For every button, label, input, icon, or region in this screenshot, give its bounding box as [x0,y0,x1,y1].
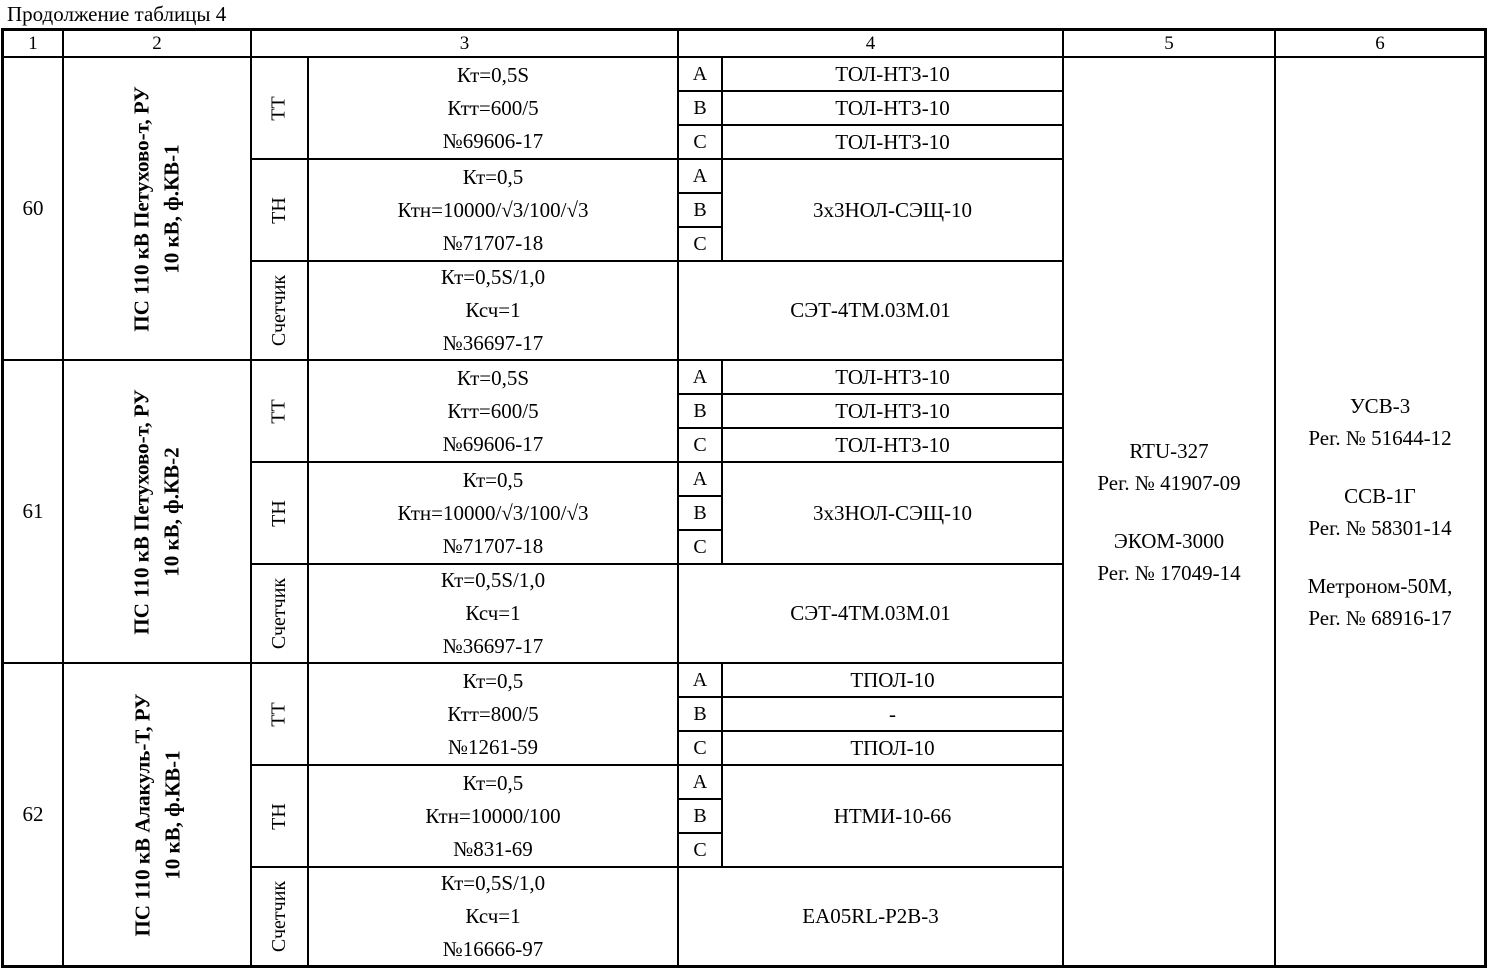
table [1,28,1487,968]
header-cell-5: 5 [1064,31,1274,56]
tt-label-cell: ТТ [252,664,307,764]
row-number: 62 [4,664,62,965]
param-line: №71707-18 [442,230,544,255]
param-line: №71707-18 [442,533,544,558]
phase-cell: А [679,766,721,798]
tn-label-cell: ТН [252,160,307,260]
param-line: №831-69 [453,836,533,861]
phase-cell: А [679,361,721,393]
tt-label-cell: ТТ [252,361,307,461]
phase-cell: С [679,531,721,563]
param-line: Кт=0,5 [462,164,524,189]
param-line: №69606-17 [442,431,544,456]
phase-cell: В [679,92,721,124]
station-cell [64,361,250,662]
row-number: 60 [4,58,62,359]
station-cell [64,58,250,359]
header-cell-3: 3 [252,31,677,56]
time-sync-cell [1276,58,1484,965]
tn-params-cell [309,463,677,563]
param-line: Ктт=800/5 [447,701,539,726]
tn-device-cell: 3х3НОЛ-СЭЩ-10 [723,463,1062,563]
device-cell: ТОЛ-НТЗ-10 [723,429,1062,461]
phase-cell: С [679,732,721,764]
uspd-cell [1064,58,1274,965]
param-line: Ктн=10000/100 [425,803,561,828]
phase-cell: С [679,834,721,866]
tt-params-cell [309,361,677,461]
param-line: Ктт=600/5 [447,398,539,423]
time-sync-entry: ССВ-1Г Рег. № 58301-14 [1308,483,1452,540]
station-name: ПС 110 кВ Петухово-т, РУ 10 кВ, ф.КВ-2 [130,388,184,635]
meter-device-cell: СЭТ-4ТМ.03М.01 [679,262,1062,359]
param-line: Кт=0,5S/1,0 [440,871,546,895]
param-line: Кт=0,5 [462,770,524,795]
meter-device-cell: СЭТ-4ТМ.03М.01 [679,565,1062,662]
tt-params-cell [309,58,677,158]
param-line: №16666-97 [442,937,544,961]
param-line: Кт=0,5S [456,62,530,87]
phase-cell: А [679,463,721,495]
phase-cell: А [679,160,721,192]
phase-cell: С [679,126,721,158]
device-cell: ТОЛ-НТЗ-10 [723,361,1062,393]
station-name: ПС 110 кВ Алакуль-Т, РУ 10 кВ, ф.КВ-1 [130,693,184,936]
uspd-entry: ЭКОМ-3000 Рег. № 17049-14 [1097,528,1241,585]
meter-params-cell [309,565,677,662]
station-name: ПС 110 кВ Петухово-т, РУ 10 кВ, ф.КВ-1 [130,85,184,332]
header-cell-2: 2 [64,31,250,56]
device-cell: ТОЛ-НТЗ-10 [723,126,1062,158]
device-cell: ТОЛ-НТЗ-10 [723,58,1062,90]
tn-device-cell: 3х3НОЛ-СЭЩ-10 [723,160,1062,260]
phase-cell: В [679,497,721,529]
meter-label-cell: Счетчик [252,868,307,965]
param-line: Ксч=1 [465,601,521,625]
meter-params-cell [309,868,677,965]
phase-cell: В [679,698,721,730]
param-line: Ктн=10000/√3/100/√3 [397,197,589,222]
param-line: Кт=0,5S/1,0 [440,568,546,592]
phase-cell: В [679,395,721,427]
param-line: Кт=0,5 [462,467,524,492]
param-line: №1261-59 [447,734,539,759]
tn-params-cell [309,766,677,866]
param-line: №36697-17 [442,634,544,658]
phase-cell: С [679,429,721,461]
tn-label-cell: ТН [252,766,307,866]
header-cell-4: 4 [679,31,1062,56]
phase-cell: А [679,58,721,90]
phase-cell: А [679,664,721,696]
row-number: 61 [4,361,62,662]
uspd-entry: RTU-327 Рег. № 41907-09 [1097,438,1241,495]
time-sync-entry: Метроном-50М, Рег. № 68916-17 [1307,573,1453,630]
device-cell: ТПОЛ-10 [723,732,1062,764]
device-cell: - [723,698,1062,730]
phase-cell: В [679,194,721,226]
time-sync-entry: УСВ-3 Рег. № 51644-12 [1308,393,1452,450]
meter-device-cell: EA05RL-P2B-3 [679,868,1062,965]
device-cell: ТПОЛ-10 [723,664,1062,696]
param-line: Ктт=600/5 [447,95,539,120]
phase-cell: В [679,800,721,832]
tt-label-cell: ТТ [252,58,307,158]
device-cell: ТОЛ-НТЗ-10 [723,92,1062,124]
tn-device-cell: НТМИ-10-66 [723,766,1062,866]
param-line: Ктн=10000/√3/100/√3 [397,500,589,525]
meter-label-cell: Счетчик [252,565,307,662]
meter-label-cell: Счетчик [252,262,307,359]
device-cell: ТОЛ-НТЗ-10 [723,395,1062,427]
param-line: №69606-17 [442,128,544,153]
param-line: Кт=0,5 [462,668,524,693]
param-line: №36697-17 [442,331,544,355]
param-line: Кт=0,5S [456,365,530,390]
param-line: Ксч=1 [465,298,521,322]
tn-label-cell: ТН [252,463,307,563]
station-cell [64,664,250,965]
header-cell-6: 6 [1276,31,1484,56]
tt-params-cell [309,664,677,764]
tn-params-cell [309,160,677,260]
meter-params-cell [309,262,677,359]
param-line: Ксч=1 [465,904,521,928]
param-line: Кт=0,5S/1,0 [440,265,546,289]
phase-cell: С [679,228,721,260]
header-cell-1: 1 [4,31,62,56]
page-title: Продолжение таблицы 4 [7,2,227,26]
